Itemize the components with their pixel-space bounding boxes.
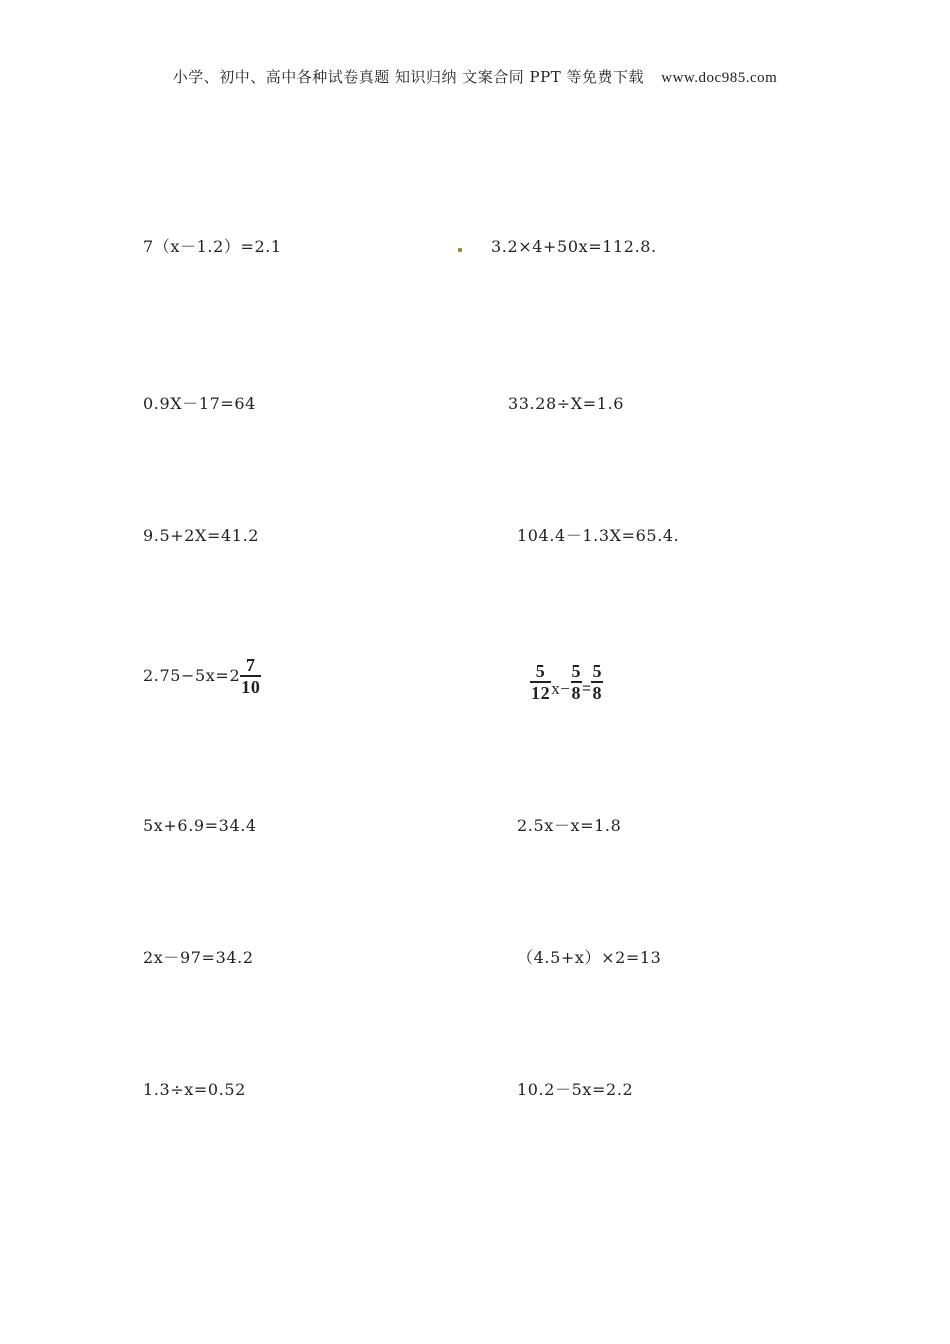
fraction-denominator: 12: [531, 683, 551, 703]
fraction-five-twelfths: [530, 661, 551, 703]
equation-left-1: 7（x－1.2）=2.1: [143, 237, 282, 256]
equation-variable: x−: [551, 679, 571, 698]
fraction-denominator: 8: [571, 683, 582, 703]
equation-left-2: 0.9X－17=64: [143, 394, 256, 413]
fraction-seven-tenths: [240, 655, 261, 697]
equation-left-4: [143, 654, 261, 697]
decorative-dot: [458, 248, 462, 252]
equation-right-2: 33.28÷X=1.6: [508, 394, 625, 413]
equation-right-4: [530, 654, 603, 710]
equation-left-4-text: 2.75−5x=2: [143, 665, 241, 685]
page-header: [0, 66, 950, 87]
equation-left-7: 1.3÷x=0.52: [143, 1080, 246, 1099]
fraction-five-eighths-a: [571, 661, 583, 703]
equation-left-3: 9.5+2X=41.2: [143, 526, 260, 545]
equation-right-6: （4.5+x）×2=13: [517, 948, 662, 967]
header-text: 小学、初中、高中各种试卷真题 知识归纳 文案合同 PPT 等免费下载: [172, 68, 644, 86]
equation-right-7: 10.2－5x=2.2: [517, 1080, 634, 1099]
fraction-numerator: 5: [571, 661, 582, 681]
fraction-numerator: 5: [530, 661, 551, 683]
equation-left-6: 2x－97=34.2: [143, 948, 254, 967]
fraction-numerator: 5: [592, 661, 603, 681]
fraction-numerator: 7: [240, 655, 261, 677]
fraction-five-eighths-b: [591, 661, 603, 703]
header-url: www.doc985.com: [661, 70, 778, 86]
fraction-denominator: 10: [241, 676, 261, 697]
equation-right-1: 3.2×4+50x=112.8.: [491, 237, 657, 256]
equals-sign: =: [582, 680, 592, 697]
equation-right-5: 2.5x－x=1.8: [517, 816, 622, 835]
equation-left-5: 5x+6.9=34.4: [143, 816, 257, 835]
equation-right-3: 104.4－1.3X=65.4.: [517, 526, 680, 545]
fraction-denominator: 8: [592, 683, 603, 703]
